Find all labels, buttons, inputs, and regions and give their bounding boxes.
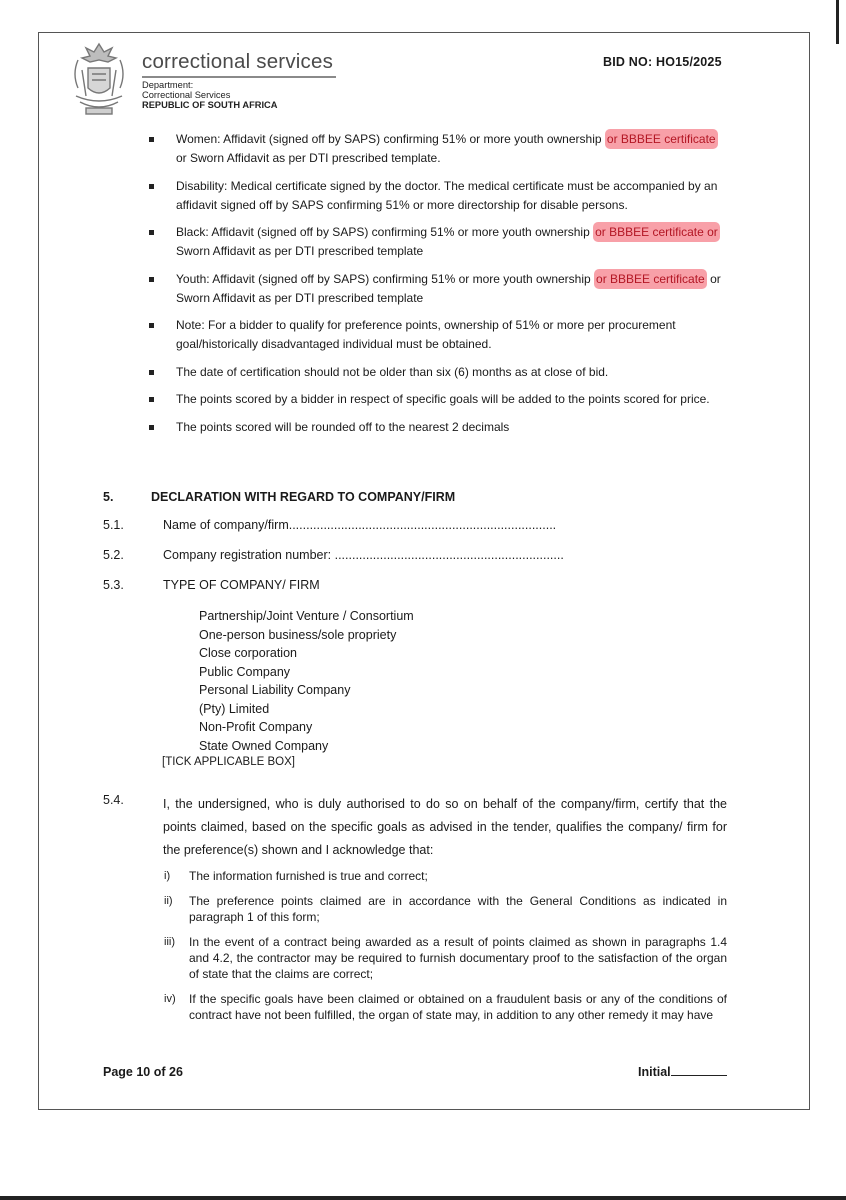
list-item bbox=[149, 390, 729, 409]
section-number: 5. bbox=[103, 490, 114, 504]
bullet-icon bbox=[149, 425, 154, 430]
registration-number-field[interactable]: Company registration number: .................................................................. bbox=[163, 548, 564, 562]
clause-number: 5.4. bbox=[103, 793, 124, 807]
company-type-options bbox=[199, 607, 414, 755]
initial-line bbox=[671, 1075, 727, 1076]
list-item bbox=[149, 177, 729, 215]
item-text: The preference points claimed are in accordance with the General Conditions as indicated in paragraph 1 of this form; bbox=[189, 894, 727, 924]
company-type-option[interactable]: Partnership/Joint Venture / Consortium bbox=[199, 609, 414, 623]
clause-number: 5.1. bbox=[103, 518, 124, 532]
highlighted-text: or BBBEE certificate bbox=[605, 129, 718, 149]
company-type-option[interactable]: One-person business/sole propriety bbox=[199, 627, 397, 642]
bullet-text: Disability: Medical certificate signed by the doctor. The medical certificate must be accompanied by an affidavit signed off by SAPS confirming 51% or more directorship for disable persons. bbox=[176, 178, 718, 212]
company-type-option[interactable]: State Owned Company bbox=[199, 738, 329, 753]
highlighted-text: or BBBEE certificate or bbox=[593, 222, 720, 242]
list-item bbox=[164, 893, 727, 925]
brand-underline bbox=[142, 76, 336, 78]
roman-numeral: iii) bbox=[164, 936, 175, 948]
bullet-text: Women: Affidavit (signed off by SAPS) confirming 51% or more youth ownership bbox=[176, 132, 605, 146]
company-type-option[interactable]: Personal Liability Company bbox=[199, 683, 351, 697]
page-number: Page 10 of 26 bbox=[103, 1065, 183, 1079]
clause-number: 5.2. bbox=[103, 548, 124, 562]
bullet-text: Black: Affidavit (signed off by SAPS) confirming 51% or more youth ownership bbox=[176, 225, 594, 239]
bullet-text-cont: Sworn Affidavit as per DTI prescribed template bbox=[176, 244, 424, 258]
initial-label: Initial bbox=[638, 1065, 671, 1079]
item-text: The information furnished is true and correct; bbox=[189, 869, 428, 883]
company-type-heading: TYPE OF COMPANY/ FIRM bbox=[163, 578, 320, 592]
bullet-text-cont: or Sworn Affidavit as per DTI prescribed template. bbox=[176, 151, 441, 165]
bullet-icon bbox=[149, 137, 154, 142]
department-block bbox=[142, 81, 278, 110]
bullet-text: The date of certification should not be older than six (6) months as at close of bid. bbox=[176, 364, 609, 379]
company-type-option[interactable]: Non-Profit Company bbox=[199, 720, 313, 734]
section-title: DECLARATION WITH REGARD TO COMPANY/FIRM bbox=[151, 490, 456, 504]
country-name: REPUBLIC OF SOUTH AFRICA bbox=[142, 99, 278, 110]
bullet-text: Note: For a bidder to qualify for preference points, ownership of 51% or more per procurement goal/historically disadvantaged individual must be obtained. bbox=[176, 318, 676, 351]
bullet-icon bbox=[149, 397, 154, 402]
highlighted-text: or BBBEE certificate bbox=[594, 269, 707, 289]
roman-numeral: iv) bbox=[164, 993, 176, 1005]
bid-number: BID NO: HO15/2025 bbox=[603, 55, 722, 69]
list-item bbox=[164, 991, 727, 1023]
scan-bottom-bar bbox=[0, 1196, 846, 1200]
roman-numeral: i) bbox=[164, 870, 171, 882]
acknowledgement-list bbox=[164, 868, 727, 1032]
company-type-option[interactable]: (Pty) Limited bbox=[199, 701, 270, 716]
bullet-text: The points scored will be rounded off to the nearest 2 decimals bbox=[176, 419, 510, 434]
company-type-option[interactable]: Public Company bbox=[199, 664, 291, 679]
list-item bbox=[149, 223, 729, 261]
company-name-field[interactable]: Name of company/firm............................................................................. bbox=[163, 518, 557, 532]
brand-name: correctional services bbox=[142, 50, 334, 73]
list-item bbox=[149, 316, 729, 354]
bullet-icon bbox=[149, 370, 154, 375]
roman-numeral: ii) bbox=[164, 895, 173, 907]
bullet-icon bbox=[149, 277, 154, 282]
list-item bbox=[149, 270, 729, 308]
list-item bbox=[149, 418, 729, 437]
bullet-text-cont: or Sworn Affidavit as per DTI prescribed template bbox=[176, 271, 721, 305]
initial-field[interactable] bbox=[638, 1065, 727, 1079]
item-text: In the event of a contract being awarded as a result of points claimed as shown in paragraphs 1.4 and 4.2, the contractor may be required to furnish documentary proof to the satisfaction of the organ of state that the claims are correct; bbox=[189, 935, 727, 981]
dept-label: Department: bbox=[142, 80, 194, 90]
company-type-option[interactable]: Close corporation bbox=[199, 646, 297, 660]
bullet-icon bbox=[149, 184, 154, 189]
bullet-text: The points scored by a bidder in respect of specific goals will be added to the points scored for price. bbox=[176, 392, 710, 406]
coat-of-arms-icon bbox=[68, 40, 130, 120]
list-item bbox=[164, 934, 727, 982]
item-text: If the specific goals have been claimed or obtained on a fraudulent basis or any of the conditions of contract have not been fulfilled, the organ of state may, in addition to any other remedy it may have bbox=[189, 992, 727, 1022]
dept-name: Correctional Services bbox=[142, 89, 231, 100]
tick-instruction: [TICK APPLICABLE BOX] bbox=[162, 756, 295, 768]
bullet-icon bbox=[149, 230, 154, 235]
scan-edge-mark bbox=[836, 0, 839, 44]
requirements-list bbox=[149, 130, 729, 445]
bullet-text: Youth: Affidavit (signed off by SAPS) confirming 51% or more youth ownership bbox=[176, 271, 595, 286]
list-item bbox=[149, 130, 729, 168]
bullet-icon bbox=[149, 323, 154, 328]
list-item bbox=[164, 868, 727, 884]
declaration-paragraph: I, the undersigned, who is duly authorised to do so on behalf of the company/firm, certify that the points claimed, based on the specific goals as advised in the tender, qualifies the company/ firm for the preference(s) shown and I acknowledge that: bbox=[163, 797, 727, 857]
list-item bbox=[149, 363, 729, 382]
clause-number: 5.3. bbox=[103, 578, 124, 592]
